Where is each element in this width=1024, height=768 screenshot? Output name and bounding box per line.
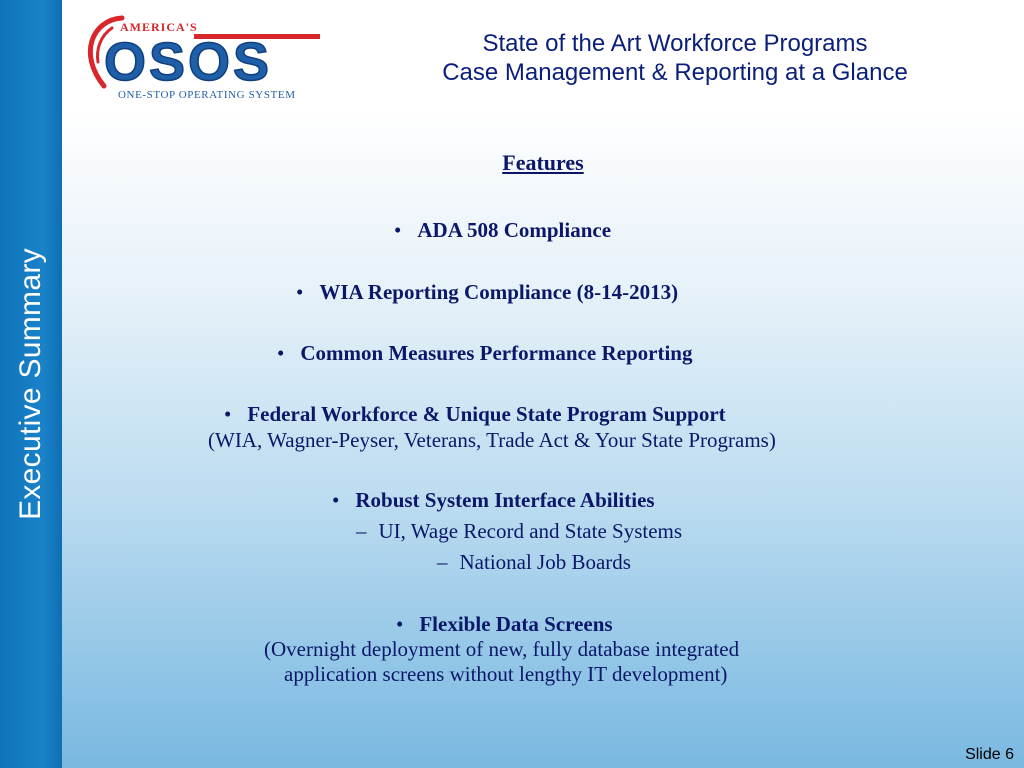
bullet-dot: • [332, 488, 340, 512]
logo-bottom-text: One-Stop Operating System [118, 89, 296, 101]
feature-title: WIA Reporting Compliance (8-14-2013) [319, 280, 679, 304]
bullet-dot: • [224, 402, 232, 426]
feature-title: Common Measures Performance Reporting [300, 341, 693, 365]
feature-flexible-data [396, 612, 613, 637]
feature-wia-reporting [296, 280, 678, 305]
logo-main-text: OSOS [104, 32, 273, 92]
sidebar [0, 0, 62, 768]
feature-common-measures [277, 341, 692, 366]
sidebar-label: Executive Summary [14, 248, 47, 520]
bullet-dot: • [396, 612, 404, 636]
dash-symbol: – [437, 550, 448, 574]
title-line-1: State of the Art Workforce Programs [482, 30, 868, 57]
dash-symbol: – [356, 519, 367, 543]
osos-logo [82, 14, 342, 106]
subitem-national-job-boards: – National Job Boards [437, 550, 631, 574]
feature-federal-detail: (WIA, Wagner-Peyser, Veterans, Trade Act & Your State Programs) [208, 428, 776, 452]
feature-ada-508 [394, 218, 611, 243]
bullet-dot: • [296, 280, 304, 304]
feature-title: Federal Workforce & Unique State Program Support [247, 402, 726, 426]
slide-title [380, 29, 970, 87]
feature-title: Robust System Interface Abilities [355, 488, 655, 512]
feature-title: ADA 508 Compliance [417, 218, 612, 242]
feature-robust-interface [332, 488, 655, 513]
slide-number: Slide 6 [965, 746, 1014, 763]
bullet-dot: • [394, 218, 402, 242]
title-line-2: Case Management & Reporting at a Glance [442, 59, 908, 86]
features-heading: Features [502, 150, 584, 175]
feature-title: Flexible Data Screens [419, 612, 613, 636]
subitem-ui-wage: – UI, Wage Record and State Systems [356, 519, 683, 543]
bullet-dot: • [277, 341, 285, 365]
logo-top-text: America's [120, 20, 198, 34]
feature-federal-workforce [224, 402, 726, 427]
feature-flexible-detail-1: (Overnight deployment of new, fully database integrated [264, 637, 740, 661]
feature-flexible-detail-2: application screens without lengthy IT development) [284, 662, 728, 686]
